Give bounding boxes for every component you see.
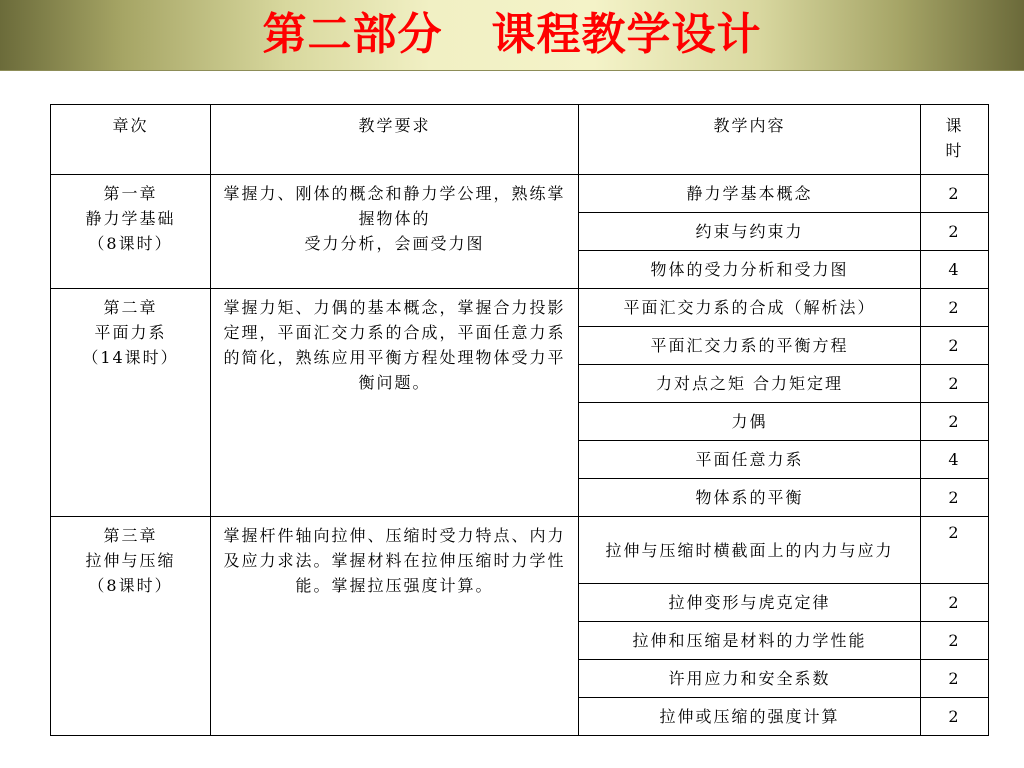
- content-cell: 拉伸和压缩是材料的力学性能: [579, 622, 921, 660]
- hours-cell: 2: [921, 327, 989, 365]
- hours-cell: 2: [921, 479, 989, 517]
- chapter-number: 第三章: [103, 526, 158, 545]
- chapter-hours-note: （14课时）: [82, 348, 179, 367]
- content-cell: 力对点之矩 合力矩定理: [579, 365, 921, 403]
- content-cell: 静力学基本概念: [579, 175, 921, 213]
- hours-cell: 2: [921, 175, 989, 213]
- hours-cell: 2: [921, 213, 989, 251]
- header-hours-line1: 课: [945, 116, 964, 135]
- hours-cell: 2: [921, 403, 989, 441]
- requirement-cell: 掌握力、刚体的概念和静力学公理，熟练掌握物体的 受力分析，会画受力图: [211, 175, 579, 289]
- chapter-name: 平面力系: [94, 323, 167, 342]
- content-cell: 拉伸或压缩的强度计算: [579, 698, 921, 736]
- content-cell: 力偶: [579, 403, 921, 441]
- chapter-cell: [51, 289, 211, 517]
- chapter-hours-note: （8课时）: [88, 576, 173, 595]
- content-cell: 平面任意力系: [579, 441, 921, 479]
- content-cell: 拉伸与压缩时横截面上的内力与应力: [579, 517, 921, 584]
- table-row: [51, 175, 989, 213]
- hours-cell: 2: [921, 584, 989, 622]
- table-row: [51, 517, 989, 584]
- table-header-row: [51, 105, 989, 175]
- header-chapter: 章次: [51, 105, 211, 175]
- header-hours: [921, 105, 989, 175]
- chapter-number: 第二章: [103, 298, 158, 317]
- content-cell: 物体的受力分析和受力图: [579, 251, 921, 289]
- content-cell: 拉伸变形与虎克定律: [579, 584, 921, 622]
- table-row: [51, 289, 989, 327]
- hours-cell: 2: [921, 365, 989, 403]
- content-cell: 物体系的平衡: [579, 479, 921, 517]
- chapter-hours-note: （8课时）: [88, 234, 173, 253]
- hours-cell: 4: [921, 441, 989, 479]
- requirement-cell: 掌握力矩、力偶的基本概念，掌握合力投影定理，平面汇交力系的合成，平面任意力系的简化，熟练应用平衡方程处理物体受力平衡问题。: [211, 289, 579, 517]
- hours-cell: 2: [921, 698, 989, 736]
- content-cell: 许用应力和安全系数: [579, 660, 921, 698]
- requirement-cell: 掌握杆件轴向拉伸、压缩时受力特点、内力及应力求法。掌握材料在拉伸压缩时力学性能。掌握拉压强度计算。: [211, 517, 579, 736]
- content-cell: 约束与约束力: [579, 213, 921, 251]
- header-content: 教学内容: [579, 105, 921, 175]
- hours-cell: 2: [921, 517, 989, 584]
- hours-cell: 2: [921, 622, 989, 660]
- hours-cell: 4: [921, 251, 989, 289]
- content-cell: 平面汇交力系的合成（解析法）: [579, 289, 921, 327]
- chapter-cell: [51, 517, 211, 736]
- chapter-cell: [51, 175, 211, 289]
- header-hours-line2: 时: [945, 141, 964, 160]
- hours-cell: 2: [921, 289, 989, 327]
- content-cell: 平面汇交力系的平衡方程: [579, 327, 921, 365]
- header-requirement: 教学要求: [211, 105, 579, 175]
- chapter-name: 静力学基础: [85, 209, 176, 228]
- page-title: 第二部分 课程教学设计: [262, 9, 762, 60]
- chapter-name: 拉伸与压缩: [85, 551, 176, 570]
- course-design-table: [50, 104, 989, 736]
- hours-cell: 2: [921, 660, 989, 698]
- chapter-number: 第一章: [103, 184, 158, 203]
